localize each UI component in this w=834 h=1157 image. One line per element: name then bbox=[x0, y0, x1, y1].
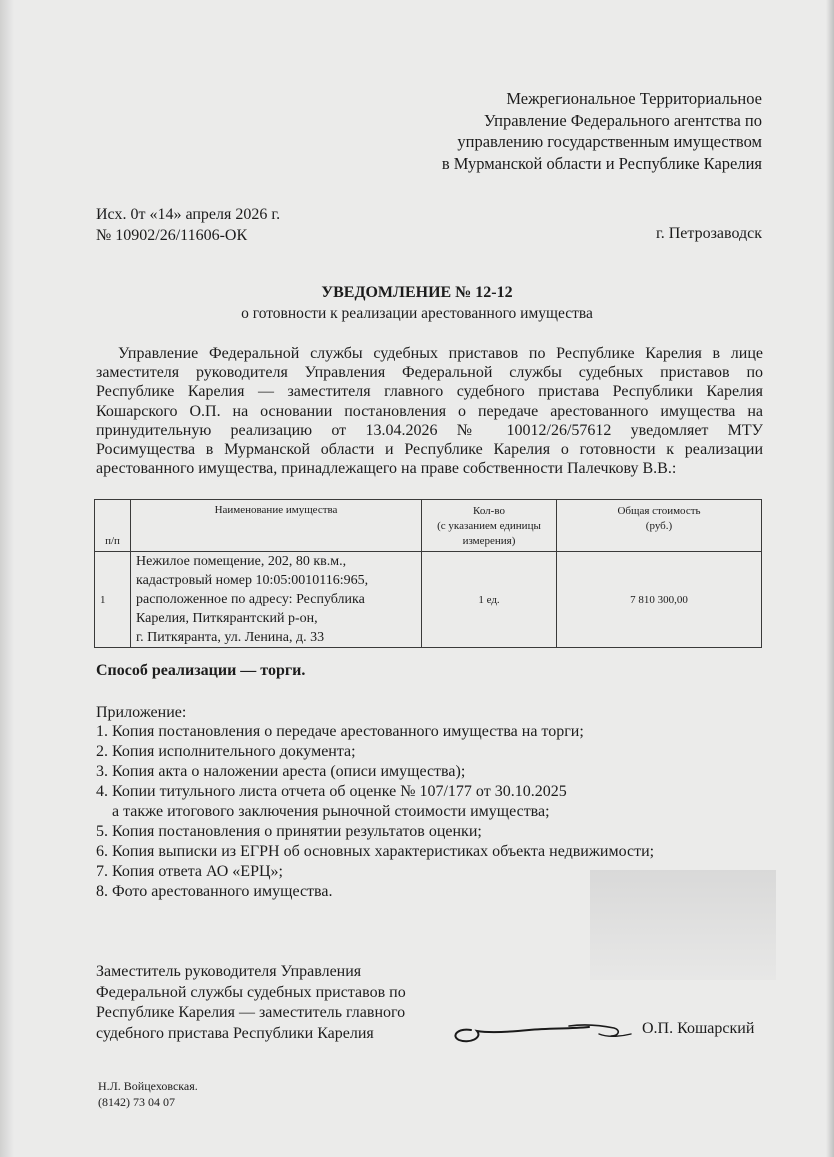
executor-phone: (8142) 73 04 07 bbox=[98, 1095, 175, 1109]
sale-method: Способ реализации — торги. bbox=[96, 662, 306, 679]
attachment-item: 2. Копия исполнительного документа; bbox=[96, 743, 356, 760]
attachment-item: 7. Копия ответа АО «ЕРЦ»; bbox=[96, 863, 283, 880]
property-table bbox=[94, 499, 762, 648]
outgoing-block bbox=[96, 204, 280, 246]
header-num: п/п bbox=[95, 500, 131, 552]
cell-qty: 1 ед. bbox=[422, 552, 557, 648]
addressee-line: в Мурманской области и Республике Карелия bbox=[441, 153, 762, 173]
signatory-position bbox=[96, 962, 406, 1044]
position-line: Заместитель руководителя Управления bbox=[96, 963, 362, 980]
addressee-line: Межрегиональное Территориальное bbox=[506, 89, 762, 108]
handwritten-signature bbox=[449, 1016, 639, 1050]
city: г. Петрозаводск bbox=[655, 225, 762, 242]
header-qty-line: (с указанием единицы bbox=[437, 520, 541, 532]
position-line: Республике Карелия — заместитель главного bbox=[96, 1004, 406, 1021]
scan-edge-right bbox=[826, 0, 834, 1157]
position-line: судебного пристава Республики Карелия bbox=[96, 1024, 374, 1042]
attachment-item: 8. Фото арестованного имущества. bbox=[96, 883, 333, 900]
attachment-item-continuation: а также итогового заключения рыночной стоимости имущества; bbox=[112, 803, 550, 820]
executor-block bbox=[98, 1078, 198, 1110]
body-line: арестованного имущества, принадлежащего на праве собственности Палечкову В.В.: bbox=[96, 460, 677, 478]
body-line: Росимущества в Мурманской области и Республике Карелия о готовности к реализации bbox=[96, 441, 763, 459]
cell-num: 1 bbox=[95, 552, 131, 648]
cell-name-line: Нежилое помещение, 202, 80 кв.м., bbox=[136, 554, 347, 569]
header-sum-line: (руб.) bbox=[645, 520, 673, 532]
signer-name: О.П. Кошарский bbox=[642, 1020, 755, 1037]
scan-edge-left bbox=[0, 0, 14, 1157]
faded-stamp bbox=[590, 870, 776, 980]
attachments-list bbox=[96, 722, 654, 902]
outgoing-number: № 10902/26/11606-ОК bbox=[96, 227, 248, 244]
header-name: Наименование имущества bbox=[131, 500, 422, 552]
attachment-item: 6. Копия выписки из ЕГРН об основных характеристиках объекта недвижимости; bbox=[96, 843, 655, 860]
body-line: Кошарского О.П. на основании постановления о передаче арестованного имущества на bbox=[96, 402, 763, 420]
addressee-line: управлению государственным имуществом bbox=[457, 132, 762, 151]
document-title: УВЕДОМЛЕНИЕ № 12-12 bbox=[321, 284, 513, 301]
document-subtitle: о готовности к реализации арестованного имущества bbox=[241, 305, 593, 322]
table-header-row bbox=[95, 500, 762, 552]
outgoing-date: Исх. 0т «14» апреля 2026 г. bbox=[96, 206, 281, 223]
body-line: Республике Карелия — заместителя главного судебного пристава Республики Карелия bbox=[96, 383, 763, 401]
executor-name: Н.Л. Войцеховская. bbox=[98, 1079, 198, 1093]
header-qty-line: Кол-во bbox=[473, 505, 505, 517]
addressee-line: Управление Федерального агентства по bbox=[483, 110, 762, 130]
addressee-block bbox=[442, 88, 762, 174]
attachment-item: 5. Копия постановления о принятии результатов оценки; bbox=[96, 823, 482, 840]
attachment-item: 1. Копия постановления о передаче арестованного имущества на торги; bbox=[96, 723, 584, 740]
attachments-title: Приложение: bbox=[96, 704, 187, 721]
cell-name bbox=[131, 552, 422, 648]
header-sum-line: Общая стоимость bbox=[617, 505, 701, 517]
body-line: заместителя руководителя Управления Федеральной службы судебных приставов по bbox=[96, 364, 763, 382]
position-line: Федеральной службы судебных приставов по bbox=[96, 983, 406, 1001]
body-line: принудительную реализацию от 13.04.2026 № 10012/26/57612 уведомляет МТУ bbox=[96, 421, 763, 439]
cell-name-line: г. Питкяранта, ул. Ленина, д. 33 bbox=[136, 630, 325, 645]
attachment-item: 3. Копия акта о наложении ареста (описи имущества); bbox=[96, 763, 466, 780]
header-qty-line: измерения) bbox=[462, 535, 516, 547]
header-sum bbox=[557, 500, 762, 552]
cell-name-line: расположенное по адресу: Республика bbox=[136, 592, 365, 607]
cell-name-line: кадастровый номер 10:05:0010116:965, bbox=[136, 573, 369, 588]
cell-sum: 7 810 300,00 bbox=[557, 552, 762, 648]
header-qty bbox=[422, 500, 557, 552]
table-row bbox=[95, 552, 762, 648]
attachment-item: 4. Копии титульного листа отчета об оценке № 107/177 от 30.10.2025 bbox=[96, 783, 567, 800]
body-paragraph bbox=[96, 344, 763, 478]
body-line: Управление Федеральной службы судебных приставов по Республике Карелия в лице bbox=[118, 345, 763, 362]
cell-name-line: Карелия, Питкярантский р-он, bbox=[136, 611, 318, 626]
